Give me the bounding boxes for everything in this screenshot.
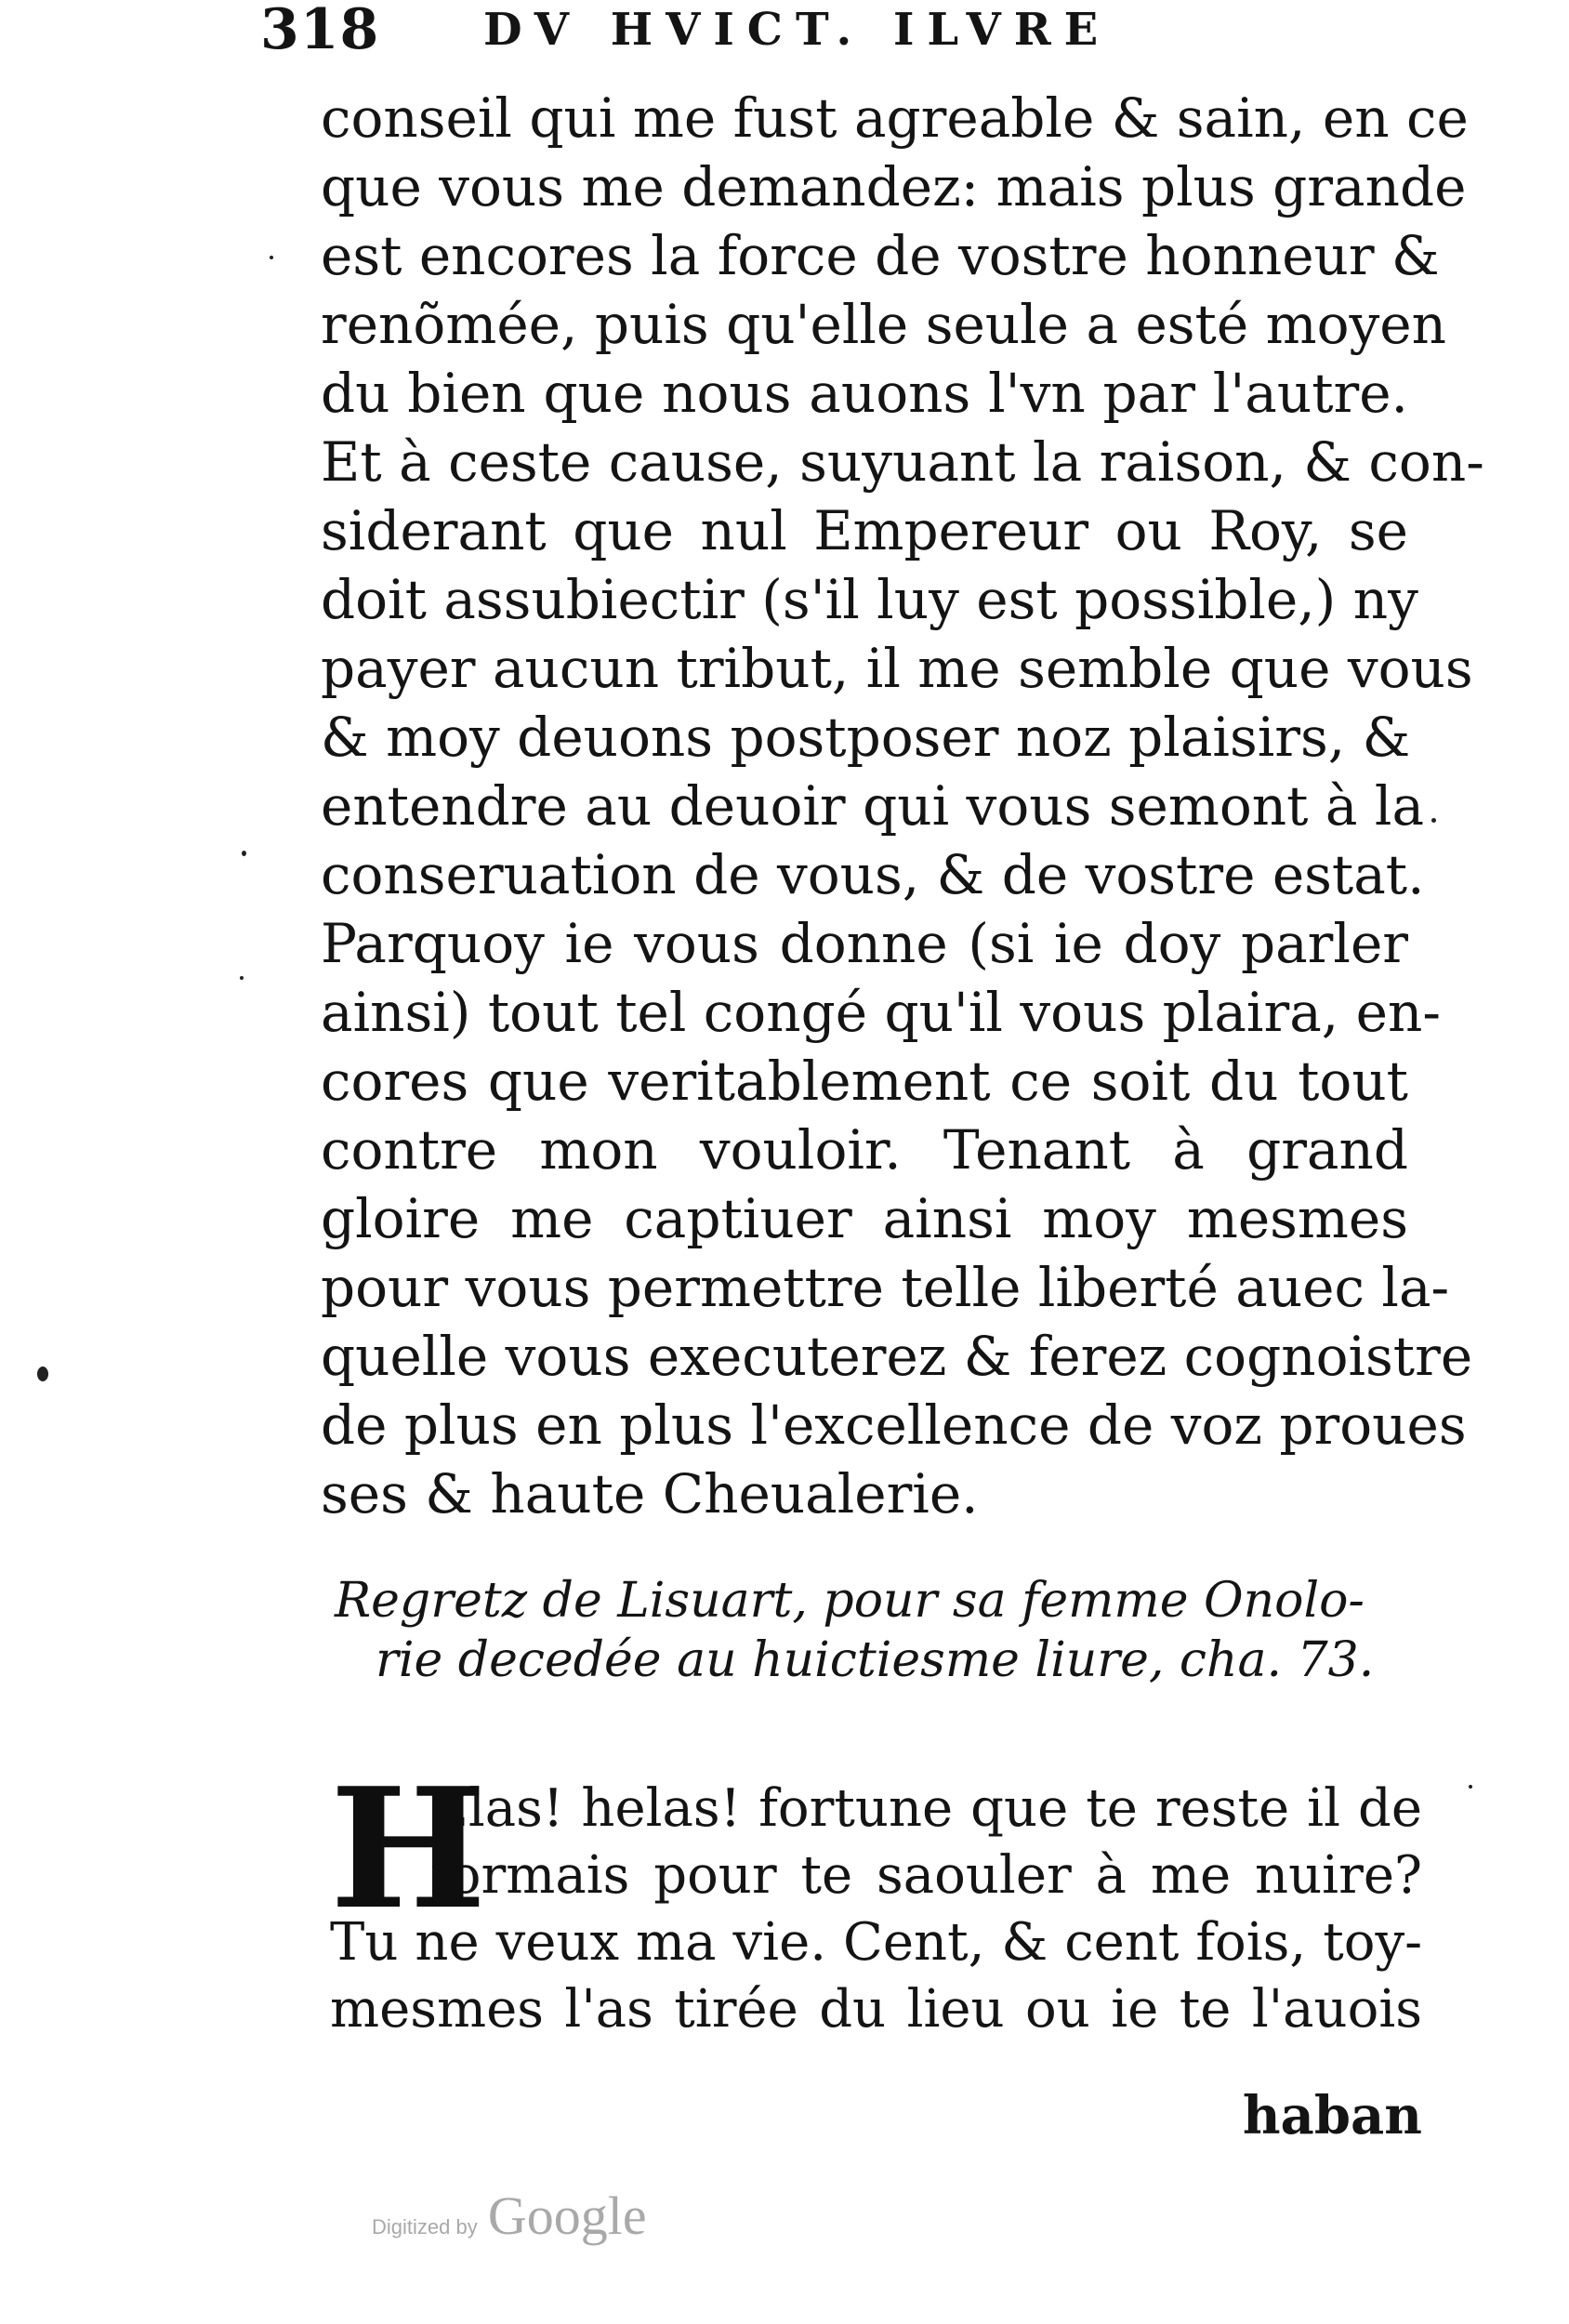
text-line: quelle vous executerez & ferez cognoistre (321, 1325, 1473, 1388)
text-line: Parquoy ie vous donne (si ie doy parler (321, 912, 1408, 975)
ink-speck (1469, 1785, 1472, 1789)
digitized-watermark (372, 2185, 647, 2259)
text-line: est encores la force de vostre honneur & (321, 224, 1440, 287)
text-line: Elas! helas! fortune que te reste il de (430, 1778, 1422, 1839)
ink-speck (242, 851, 246, 856)
text-line: ses & haute Cheualerie. (321, 1462, 979, 1525)
text-line: entendre au deuoir qui vous semont à la (321, 774, 1425, 838)
text-line: cores que veritablement ce soit du tout (321, 1050, 1408, 1113)
heading-line: rie decedée au huictiesme liure, cha. 73. (376, 1632, 1375, 1688)
text-line: ainsi) tout tel congé qu'il vous plaira, en- (321, 981, 1441, 1044)
text-line: payer aucun tribut, il me semble que vous (321, 637, 1473, 700)
google-logo: Google (487, 2185, 647, 2246)
heading-line: Regretz de Lisuart, pour sa femme Onolo- (335, 1573, 1365, 1629)
drop-cap-initial: H (330, 1751, 487, 1946)
ink-speck (1431, 818, 1436, 823)
text-line: contre mon vouloir. Tenant à grand (321, 1118, 1408, 1182)
page-number: 318 (260, 0, 380, 62)
text-line: & moy deuons postposer noz plaisirs, & (321, 706, 1411, 769)
text-line: Et à ceste cause, suyuant la raison, & con- (321, 430, 1484, 494)
running-head (260, 0, 1236, 62)
chapter-text (330, 1751, 1422, 2043)
ink-speck (270, 256, 273, 259)
text-line: conseruation de vous, & de vostre estat. (321, 843, 1425, 906)
section-heading (335, 1571, 1404, 1690)
body-text (321, 84, 1484, 1528)
text-line: de plus en plus l'excellence de voz proues (321, 1393, 1467, 1457)
text-line: pour vous permettre telle liberté auec la- (321, 1256, 1450, 1319)
text-line: du bien que nous auons l'vn par l'autre. (321, 362, 1408, 425)
ink-speck (37, 1367, 48, 1381)
text-line: mesmes l'as tirée du lieu ou ie te l'auois (330, 1979, 1422, 2040)
digitized-by-label: Digitized by (372, 2215, 478, 2238)
text-line: renõmée, puis qu'elle seule a esté moyen (321, 293, 1446, 356)
running-title: DV HVICT. ILVRE (483, 4, 1112, 56)
text-line: siderant que nul Empereur ou Roy, se (321, 499, 1408, 562)
text-line: que vous me demandez: mais plus grande (321, 155, 1467, 218)
text-line: gloire me captiuer ainsi moy mesmes (321, 1187, 1408, 1250)
text-line: conseil qui me fust agreable & sain, en ce (321, 86, 1469, 150)
ink-speck (240, 976, 244, 980)
text-line: doit assubiectir (s'il luy est possible,) ny (321, 568, 1418, 631)
text-line: Tu ne veux ma vie. Cent, & cent fois, toy- (330, 1912, 1422, 1973)
catchword: haban (1242, 2085, 1422, 2146)
text-line: formais pour te saouler à me nuire? (430, 1845, 1422, 1906)
